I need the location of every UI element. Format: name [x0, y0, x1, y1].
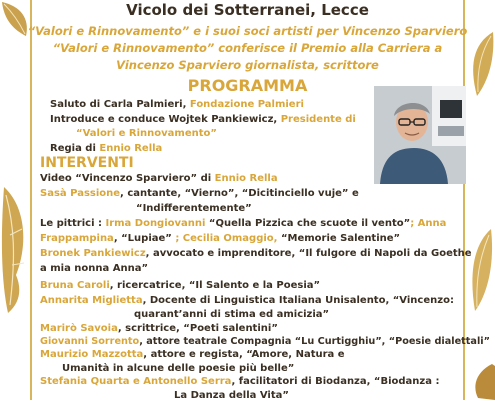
- intervento-miglietta-cont: quarant’anni di stima ed amicizia”: [134, 309, 330, 320]
- intervento-video: Video “Vincenzo Sparviero” di Ennio Rella: [40, 173, 278, 184]
- subtitle-line-2: “Valori e Rinnovamento” conferisce il Premio alla Carriera a: [52, 41, 443, 55]
- intervento-savoia: Marirò Savoia, scrittrice, “Poeti salentini”: [40, 323, 278, 334]
- intervento-miglietta: Annarita Miglietta, Docente di Linguistica Italiana Unisalento, “Vincenzo:: [40, 295, 454, 306]
- gold-leaf-decoration-right: [467, 225, 495, 315]
- intervento-pittrici-cont: Frappampina, “Lupiae” ; Cecilia Omaggio, “Memorie Salentine”: [40, 233, 401, 244]
- intervento-biodanza-cont: La Danza della Vita”: [174, 390, 289, 401]
- programma-line-association: “Valori e Rinnovamento”: [76, 128, 217, 139]
- intervento-mazzotta: Maurizio Mazzotta, attore e regista, “Amore, Natura e: [40, 349, 345, 360]
- interventi-heading: INTERVENTI: [40, 155, 134, 171]
- intervento-passione: Sasà Passione, cantante, “Vierno”, “Dicitinciello vuje” e: [40, 188, 359, 199]
- intervento-caroli: Bruna Caroli, ricercatrice, “Il Salento e la Poesia”: [40, 280, 321, 291]
- intervento-pittrici: Le pittrici : Irma Dongiovanni “Quella Pizzica che scuote il vento”; Anna: [40, 218, 447, 229]
- subtitle-line-3: Vincenzo Sparviero giornalista, scrittore: [116, 58, 379, 72]
- subtitle-line-1: “Valori e Rinnovamento” e i suoi soci artisti per Vincenzo Sparviero: [27, 24, 468, 38]
- gold-leaf-decoration-left: [0, 185, 30, 315]
- intervento-pankiewicz-cont: a mia nonna Anna”: [40, 263, 149, 274]
- programma-line-greeting: Saluto di Carla Palmieri, Fondazione Palmieri: [50, 99, 304, 110]
- intervento-pankiewicz: Bronek Pankiewicz, avvocato e imprenditore, “Il fulgore di Napoli da Goethe: [40, 248, 472, 259]
- event-location: Vicolo dei Sotterranei, Lecce: [126, 1, 369, 19]
- intervento-passione-cont: “Indifferentemente”: [136, 203, 252, 214]
- programma-heading: PROGRAMMA: [187, 76, 308, 95]
- programma-line-direction: Regia di Ennio Rella: [50, 143, 163, 154]
- portrait-photo: [374, 86, 466, 184]
- intervento-mazzotta-cont: Umanità in alcune delle poesie più belle”: [62, 363, 295, 374]
- programma-line-host: Introduce e conduce Wojtek Pankiewicz, Presidente di: [50, 114, 356, 125]
- intervento-sorrento: Giovanni Sorrento, attore teatrale Compagnia “Lu Curtigghiu”, “Poesie dialettali”: [40, 336, 490, 347]
- gold-leaf-decoration-bottom-right: [470, 362, 495, 400]
- intervento-biodanza: Stefania Quarta e Antonello Serra, facilitatori di Biodanza, “Biodanza :: [40, 376, 440, 387]
